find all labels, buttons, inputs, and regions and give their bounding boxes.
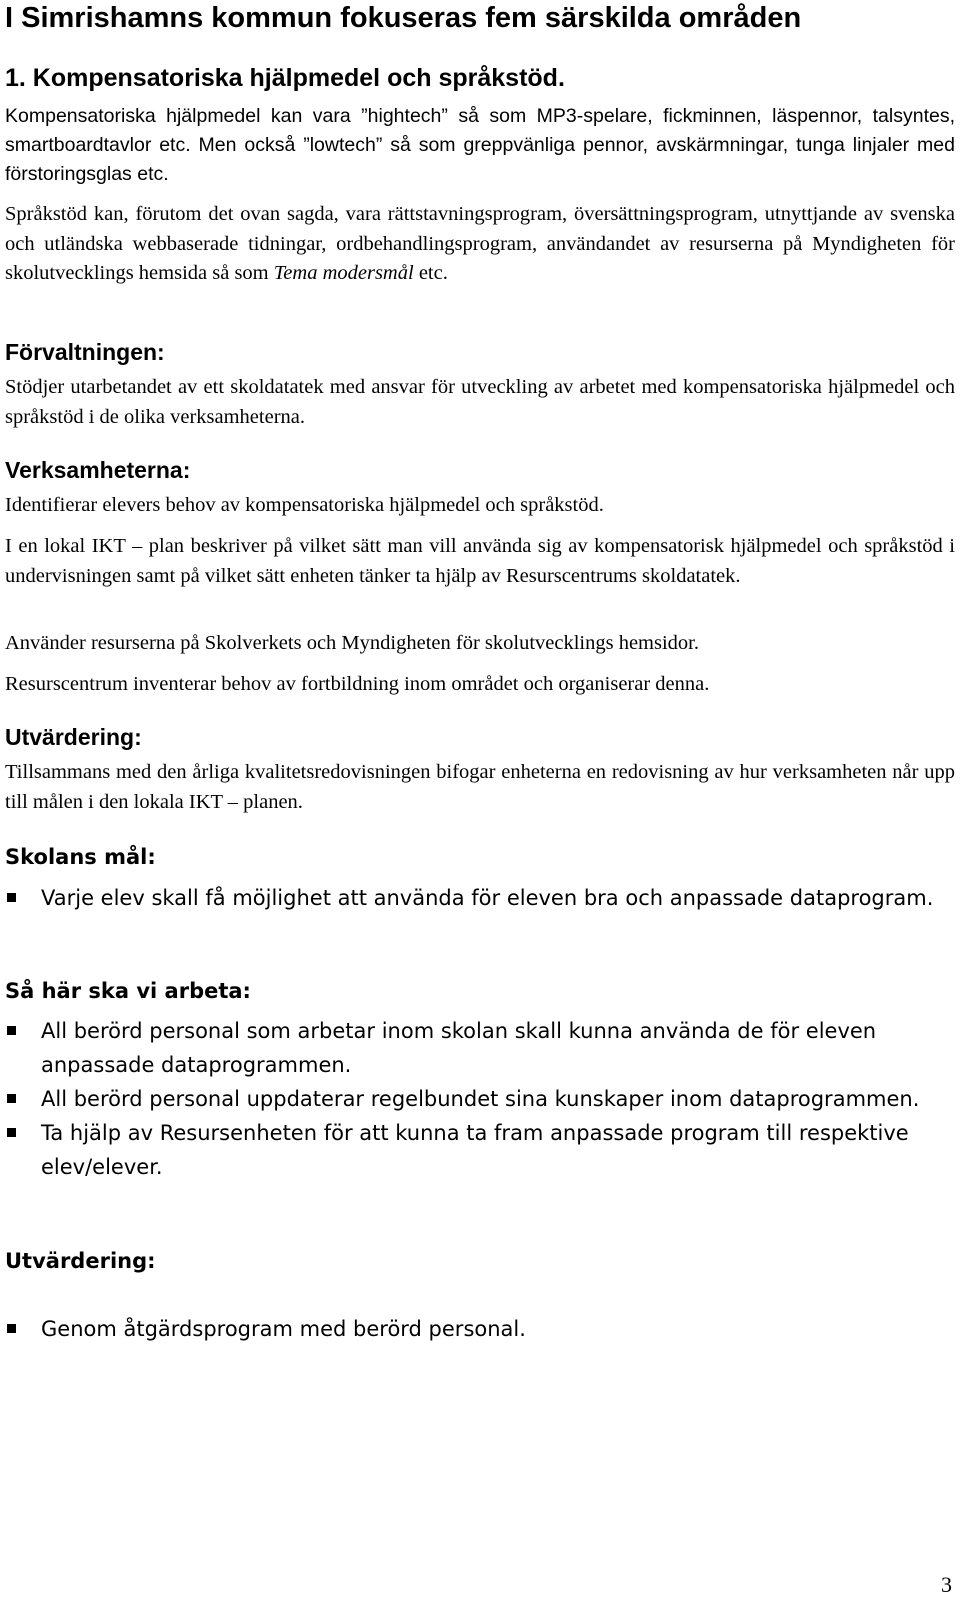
verksamheterna-heading: Verksamheterna: [5,457,191,483]
forvaltningen-text: Stödjer utarbetandet av ett skoldatatek med ansvar för utveckling av arbetet med kompensatoriska hjälpmedel och språkstöd i de olika verksamheterna. [5,376,955,428]
utvardering-text: Tillsammans med den årliga kvalitetsredovisningen bifogar enheterna en redovisning av hur verksamheten når upp till målen i den lokala IKT – planen. [5,761,955,813]
page-number: 3 [941,1572,952,1597]
intro-paragraph: Kompensatoriska hjälpmedel kan vara ”hightech” så som MP3-spelare, fickminnen, läspennor, talsyntes, smartboardtavlor etc. Men också ”lowtech” så som greppvänliga pennor, avskärmningar, tunga linjaler med förstoringsglas etc. [5,105,955,185]
utvardering-heading: Utvärdering: [5,724,142,750]
utvardering-2-heading: Utvärdering: [5,1249,156,1273]
sa-har-heading: Så här ska vi arbeta: [5,979,251,1003]
utvardering-2-list [5,1312,955,1346]
list-item-text: Ta hjälp av Resursenheten för att kunna ta fram anpassade program till respektive elev/elever. [41,1121,909,1179]
list-item [5,1312,955,1346]
sprakstod-text: Språkstöd kan, förutom det ovan sagda, vara rättstavningsprogram, översättningsprogram, utnyttjande av svenska och utländska webbaserade tidningar, ordbehandlingsprogram, användandet av resurserna på Myndigheten för skolutvecklings hemsida så som [5,203,955,284]
list-item [5,1014,955,1082]
sprakstod-tail: etc. [418,262,448,284]
square-bullet-icon [7,1324,16,1333]
square-bullet-icon [7,1094,16,1103]
sprakstod-italic: Tema modersmål [273,262,414,284]
square-bullet-icon [7,893,16,902]
list-item [5,1116,955,1184]
verksamheterna-paragraph: Använder resurserna på Skolverkets och Myndigheten för skolutvecklings hemsidor. [5,632,699,654]
verksamheterna-paragraph: I en lokal IKT – plan beskriver på vilket sätt man vill använda sig av kompensatorisk hjälpmedel och språkstöd i undervisningen samt på vilket sätt enheten tänker ta hjälp av Resurscentrums skoldatatek. [5,535,955,587]
list-item-text: All berörd personal uppdaterar regelbundet sina kunskaper inom dataprogrammen. [41,1087,920,1111]
list-item [5,881,955,915]
verksamheterna-paragraph: Resurscentrum inventerar behov av fortbildning inom området och organiserar denna. [5,673,710,695]
document-heading: I Simrishamns kommun fokuseras fem särskilda områden [5,2,802,34]
verksamheterna-paragraph: Identifierar elevers behov av kompensatoriska hjälpmedel och språkstöd. [5,494,604,516]
square-bullet-icon [7,1026,16,1035]
skolans-mal-heading: Skolans mål: [5,845,156,869]
list-item-text: All berörd personal som arbetar inom skolan skall kunna använda de för eleven anpassade dataprogrammen. [41,1019,877,1077]
skolans-mal-list [5,881,955,915]
forvaltningen-heading: Förvaltningen: [5,339,165,365]
sa-har-list [5,1014,955,1184]
list-item-text: Varje elev skall få möjlighet att använda för eleven bra och anpassade dataprogram. [41,886,934,910]
list-item-text: Genom åtgärdsprogram med berörd personal. [41,1317,526,1341]
list-item [5,1082,955,1116]
sprakstod-paragraph [5,200,955,289]
square-bullet-icon [7,1128,16,1137]
section-heading-1: 1. Kompensatoriska hjälpmedel och språkstöd. [5,64,565,92]
